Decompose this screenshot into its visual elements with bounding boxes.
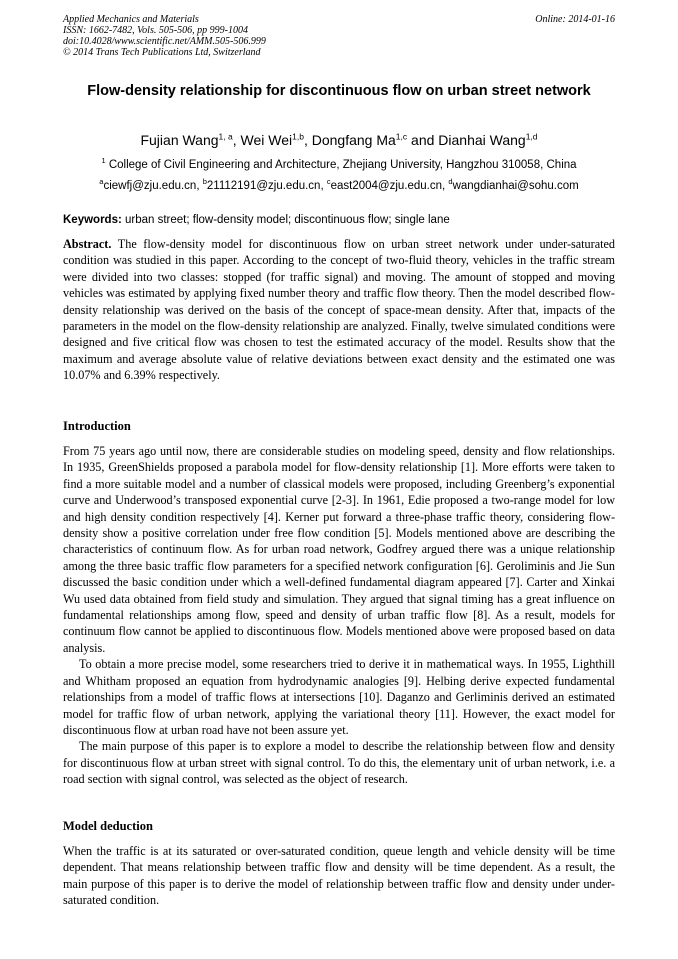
model-deduction-paragraph-1: When the traffic is at its saturated or over-saturated condition, queue length and vehicle density will be time dependent. That means relationship between traffic flow and density will be time dependent. As a result, the main purpose of this paper is to derive the model of relationship between traffic flow and density under under-saturated condition.: [63, 844, 615, 908]
copyright-line: © 2014 Trans Tech Publications Ltd, Switzerland: [63, 47, 261, 58]
email-separator: ,: [442, 180, 449, 192]
keywords-label: Keywords:: [63, 214, 122, 226]
email-separator: ,: [320, 180, 327, 192]
author-separator: ,: [303, 132, 312, 148]
email-separator: ,: [196, 180, 203, 192]
model-deduction-body: [63, 843, 615, 909]
abstract-label: Abstract.: [63, 237, 112, 251]
author-name: Wei Wei: [240, 132, 293, 148]
introduction-paragraph-1: From 75 years ago until now, there are considerable studies on modeling speed, density and flow relationships. In 1935, GreenShields proposed a parabola model for flow-density relationship [1]. More efforts were taken to find a more suitable model and a number of classical models were proposed, including Greenberg’s exponential curve and Underwood’s transposed exponential curve [2-3]. In 1961, Edie proposed a two-range model for low and high density condition respectively [4]. Kerner put forward a three-phase traffic theory, considering flow-density show a positive correlation under free flow condition [5]. Models mentioned above are describing the characteristics of continuum flow. As for urban road network, Godfrey argued there was a unique relationship among the three basic traffic flow parameters for a specified network configuration [6]. Geroliminis and Jie Sun discussed the basic condition under which a well-defined fundamental diagram appeared [7]. Carter and Xinkai Wu used data obtained from field study and simulation. They argued that signal timing has a great influence on fundamental relationships among flow, speed and density of urban traffic flow [8]. As a result, models for continuum flow cannot be applied to discontinuous flow. Models mentioned above were proposed based on data analysis.: [63, 444, 615, 655]
keywords-text: urban street; flow-density model; discontinuous flow; single lane: [125, 214, 450, 226]
keywords: [63, 213, 615, 228]
email-mark: a: [99, 177, 104, 187]
paper-title: Flow-density relationship for discontinuous flow on urban street network: [87, 83, 591, 99]
author-name: Dianhai Wang: [438, 132, 526, 148]
issn-line: ISSN: 1662-7482, Vols. 505-506, pp 999-1004: [63, 25, 248, 36]
email-mark: c: [326, 177, 331, 187]
email-list: [63, 179, 615, 194]
email-address[interactable]: ciewfj@zju.edu.cn: [103, 180, 197, 192]
affiliation: [63, 158, 615, 173]
journal-header: [63, 14, 615, 58]
online-date: Online: 2014-01-16: [535, 14, 615, 25]
author-affiliation-mark: 1,c: [395, 131, 408, 142]
email-address[interactable]: 21112191@zju.edu.cn: [206, 180, 321, 192]
model-deduction-heading: Model deduction: [63, 819, 153, 833]
journal-name: Applied Mechanics and Materials: [63, 14, 199, 25]
author-separator: and: [407, 132, 439, 148]
author-name: Dongfang Ma: [311, 132, 396, 148]
author-name: Fujian Wang: [140, 132, 219, 148]
author-separator: ,: [232, 132, 241, 148]
doi-line: doi:10.4028/www.scientific.net/AMM.505-506.999: [63, 36, 266, 47]
author-affiliation-mark: 1, a: [218, 131, 233, 142]
author-affiliation-mark: 1,b: [292, 131, 304, 142]
affiliation-mark: 1: [101, 156, 106, 166]
abstract: [63, 236, 615, 384]
affiliation-text: College of Civil Engineering and Architecture, Zhejiang University, Hangzhou 310058, China: [108, 159, 577, 171]
introduction-paragraph-2: To obtain a more precise model, some researchers tried to derive it in mathematical ways. In 1955, Lighthill and Whitham proposed an equation from hydrodynamic analogies [9]. Helbing derive expected fundamental relationships from a model of traffic flows at intersections [10]. Daganzo and Gerliminis derived an estimated model for traffic flow of urban network, applying the variational theory [11]. However, the exact model for discontinuous flow at urban road have not been assure yet.: [63, 657, 615, 737]
introduction-paragraph-3: The main purpose of this paper is to explore a model to describe the relationship between flow and density for discontinuous flow at urban street with signal control. To do this, the elementary unit of urban network, i.e. a road section with signal control, was selected as the object of research.: [63, 739, 615, 787]
email-mark: b: [202, 177, 207, 187]
email-address[interactable]: east2004@zju.edu.cn: [330, 180, 443, 192]
author-list: [63, 131, 615, 149]
introduction-heading: Introduction: [63, 419, 131, 433]
author-affiliation-mark: 1,d: [525, 131, 538, 142]
email-address[interactable]: wangdianhai@sohu.com: [452, 180, 579, 192]
email-mark: d: [448, 177, 453, 187]
abstract-text: The flow-density model for discontinuous flow on urban street network under under-saturated condition was studied in this paper. According to the concept of two-fluid theory, vehicles in the traffic stream were divided into two classes: stopped (for traffic signal) and moving. The amount of stopped and moving vehicles was estimated by applying fixed number theory and traffic flow theory. Then the model described flow-density relationship was derived on the basis of the concept of space-mean density. After that, impacts of the parameters in the model on the flow-density relationship are analyzed. Finally, twelve simulated conditions were designed and five critical flow was chosen to test the estimated accuracy of the model. Results show that the maximum and average absolute value of relative deviations between exact density and the estimated one was 10.07% and 6.39% respectively.: [63, 237, 616, 383]
introduction-body: [63, 443, 615, 788]
